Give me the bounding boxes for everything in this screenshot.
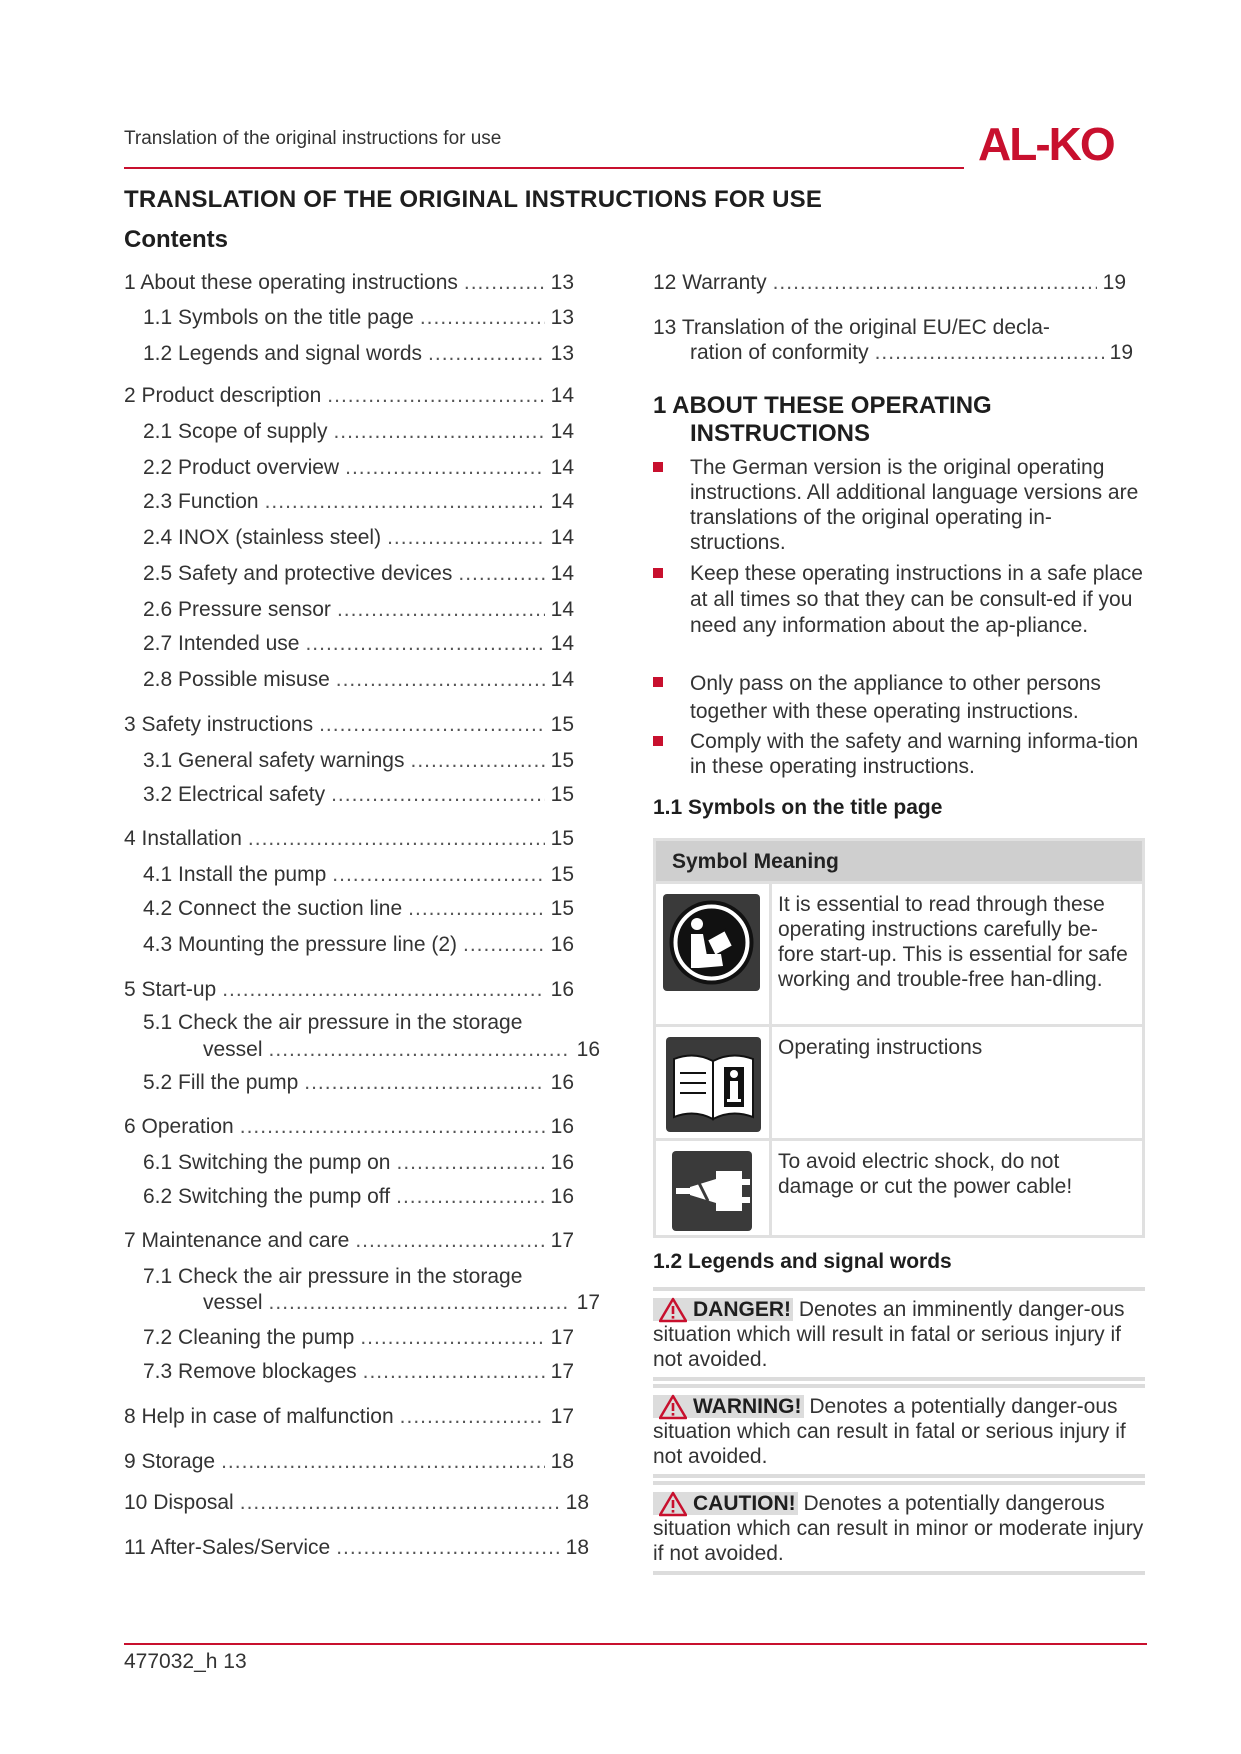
warning-triangle-icon (659, 1297, 687, 1323)
toc-entry[interactable]: 5.1 Check the air pressure in the storage (143, 1011, 523, 1034)
toc-entry[interactable]: 2.1 Scope of supply ..... 14 (143, 420, 574, 444)
section-heading-1-2: 1.2 Legends and signal words (653, 1250, 952, 1273)
damaged-plug-icon (672, 1151, 752, 1231)
toc-entry[interactable]: 4 Installation ..... 15 (124, 827, 574, 851)
toc-entry-continuation[interactable]: ration of conformity ..... 19 (690, 341, 1133, 365)
toc-entry[interactable]: 11 After-Sales/Service ..... 18 (124, 1536, 589, 1560)
alko-logo (978, 118, 1148, 168)
toc-entry[interactable]: 2.5 Safety and protective devices ..... 14 (143, 562, 574, 586)
toc-entry[interactable]: 3.1 General safety warnings ..... 15 (143, 749, 574, 773)
toc-entry[interactable]: 10 Disposal ..... 18 (124, 1491, 589, 1515)
toc-entry[interactable]: 2.4 INOX (stainless steel) ..... 14 (143, 526, 574, 550)
toc-entry-continuation[interactable]: vessel ..... 16 (203, 1038, 600, 1062)
table-row: Operating instructions (656, 1024, 1142, 1138)
toc-entry[interactable]: 3.2 Electrical safety ..... 15 (143, 783, 574, 807)
footer-divider (124, 1643, 1147, 1645)
toc-entry[interactable]: 3 Safety instructions ..... 15 (124, 713, 574, 737)
toc-entry[interactable]: 2.7 Intended use ..... 14 (143, 632, 574, 656)
warning-triangle-icon (659, 1394, 687, 1420)
page-footer: 477032_h 13 (124, 1650, 247, 1673)
toc-entry[interactable]: 8 Help in case of malfunction ..... 17 (124, 1405, 574, 1429)
operating-instructions-icon (666, 1037, 761, 1132)
symbols-table (653, 838, 1145, 1238)
table-row: It is essential to read through these operating instructions carefully be-fore start-up. This is essential for safe working and trouble-free han-dling. (656, 881, 1142, 1024)
section-heading-1: 1 ABOUT THESE OPERATING INSTRUCTIONS (653, 392, 992, 447)
signal-warning: WARNING! Denotes a potentially danger-ous situation which can result in fatal or serious injury if not avoided. (653, 1394, 1145, 1469)
toc-entry[interactable]: 4.3 Mounting the pressure line (2) ..... 16 (143, 933, 574, 957)
toc-entry[interactable]: 7.2 Cleaning the pump ..... 17 (143, 1326, 574, 1350)
table-row: To avoid electric shock, do not damage or cut the power cable! (656, 1138, 1142, 1238)
bullet-square-icon (653, 568, 663, 578)
bullet-square-icon (653, 462, 663, 472)
table-header: Symbol Meaning (656, 841, 1142, 881)
toc-entry[interactable]: 9 Storage ..... 18 (124, 1450, 574, 1474)
toc-entry[interactable]: 7 Maintenance and care ..... 17 (124, 1229, 574, 1253)
toc-entry[interactable]: 4.1 Install the pump ..... 15 (143, 863, 574, 887)
signal-danger: DANGER! Denotes an imminently danger-ous situation which will result in fatal or serious injury if not avoided. (653, 1297, 1145, 1372)
section-heading-1-1: 1.1 Symbols on the title page (653, 796, 943, 819)
document-title: TRANSLATION OF THE ORIGINAL INSTRUCTIONS FOR USE (124, 186, 823, 213)
header-divider (124, 167, 964, 169)
bullet-item: Keep these operating instructions in a safe place at all times so that they can be consult-ed if you need any information about the ap-pliance. (690, 561, 1145, 639)
bullet-square-icon (653, 677, 663, 687)
warning-triangle-icon (659, 1491, 687, 1517)
toc-entry[interactable]: 6.1 Switching the pump on ..... 16 (143, 1151, 574, 1175)
toc-entry[interactable]: 12 Warranty ..... 19 (653, 271, 1126, 295)
toc-entry[interactable]: 5 Start-up ..... 16 (124, 978, 574, 1002)
read-manual-icon (663, 894, 760, 991)
toc-entry[interactable]: 2.2 Product overview ..... 14 (143, 456, 574, 480)
toc-entry[interactable]: 1.2 Legends and signal words ..... 13 (143, 342, 574, 366)
toc-entry[interactable]: 2.3 Function ..... 14 (143, 490, 574, 514)
toc-entry[interactable]: 2.6 Pressure sensor ..... 14 (143, 598, 574, 622)
toc-entry[interactable]: 5.2 Fill the pump ..... 16 (143, 1071, 574, 1095)
running-header: Translation of the original instructions for use (124, 128, 502, 149)
contents-title: Contents (124, 226, 228, 253)
bullet-square-icon (653, 736, 663, 746)
toc-entry[interactable]: 6 Operation ..... 16 (124, 1115, 574, 1139)
toc-entry[interactable]: 4.2 Connect the suction line ..... 15 (143, 897, 574, 921)
toc-entry[interactable]: 6.2 Switching the pump off ..... 16 (143, 1185, 574, 1209)
bullet-item: The German version is the original operating instructions. All additional language versions are translations of the original operating in-structions. (690, 455, 1145, 555)
toc-entry-continuation[interactable]: vessel ..... 17 (203, 1291, 600, 1315)
toc-entry[interactable]: 2 Product description ..... 14 (124, 384, 574, 408)
toc-entry[interactable]: 7.1 Check the air pressure in the storage (143, 1265, 523, 1288)
toc-entry[interactable]: 2.8 Possible misuse ..... 14 (143, 668, 574, 692)
bullet-item: Comply with the safety and warning informa-tion in these operating instructions. (690, 729, 1145, 779)
toc-entry[interactable]: 7.3 Remove blockages ..... 17 (143, 1360, 574, 1384)
bullet-item: Only pass on the appliance to other persons together with these operating instructions. (690, 670, 1145, 726)
toc-entry[interactable]: 1 About these operating instructions ..... 13 (124, 271, 574, 295)
signal-caution: CAUTION! Denotes a potentially dangerous situation which can result in minor or moderate injury if not avoided. (653, 1491, 1145, 1566)
toc-entry[interactable]: 13 Translation of the original EU/EC decla- (653, 316, 1050, 339)
toc-entry[interactable]: 1.1 Symbols on the title page ..... 13 (143, 306, 574, 330)
svg-text:AL-KO: AL-KO (978, 118, 1114, 168)
